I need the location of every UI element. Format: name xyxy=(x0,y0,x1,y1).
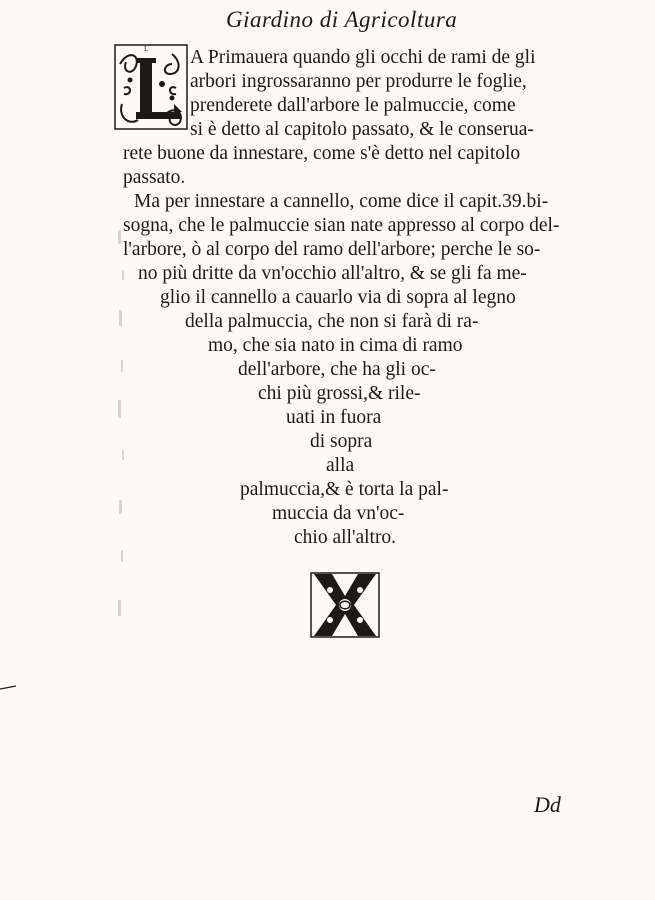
text-line: chi più grossi,& rile- xyxy=(258,383,421,404)
text-line: glio il cannello a cauarlo via di sopra al legno xyxy=(160,287,516,308)
text-line: rete buone da innestare, come s'è detto nel capitolo xyxy=(123,143,521,164)
text-line: mo, che sia nato in cima di ramo xyxy=(208,335,463,356)
text-line: muccia da vn'oc- xyxy=(272,503,405,524)
text-line: no più dritte da vn'occhio all'altro, & se gli fa me- xyxy=(138,263,527,284)
text-line: arbori ingrossaranno per produrre le foglie, xyxy=(190,71,527,92)
text-line: si è detto al capitolo passato, & le conserua- xyxy=(190,119,534,140)
text-line: prenderete dall'arbore le palmuccie, come xyxy=(190,95,516,116)
text-line: alla xyxy=(326,455,355,476)
text-line: di sopra xyxy=(310,431,373,452)
margin-stroke xyxy=(0,683,18,693)
text-line: passato. xyxy=(123,167,186,188)
text-line: dell'arbore, che ha gli oc- xyxy=(238,359,436,380)
text-line: A Primauera quando gli occhi de rami de gli xyxy=(190,47,536,68)
running-title: Giardino di Agricoltura xyxy=(226,7,458,32)
text-line: Ma per innestare a cannello, come dice il capit.39.bi- xyxy=(134,191,549,212)
text-line: della palmuccia, che non si farà di ra- xyxy=(185,311,479,332)
text-line: chio all'altro. xyxy=(294,527,397,548)
dropcap-letter: L xyxy=(144,45,149,53)
text-line: sogna, che le palmuccie sian nate appresso al corpo del- xyxy=(123,215,560,236)
text-line: l'arbore, ò al corpo del ramo dell'arbore; perche le so- xyxy=(123,239,541,260)
printer-ornament xyxy=(310,572,380,638)
catchword: Dd xyxy=(534,792,561,817)
decorated-initial-letter xyxy=(114,44,188,130)
text-line: uati in fuora xyxy=(286,407,382,428)
bleed-through-marks xyxy=(110,230,130,650)
text-line: palmuccia,& è torta la pal- xyxy=(240,479,449,500)
